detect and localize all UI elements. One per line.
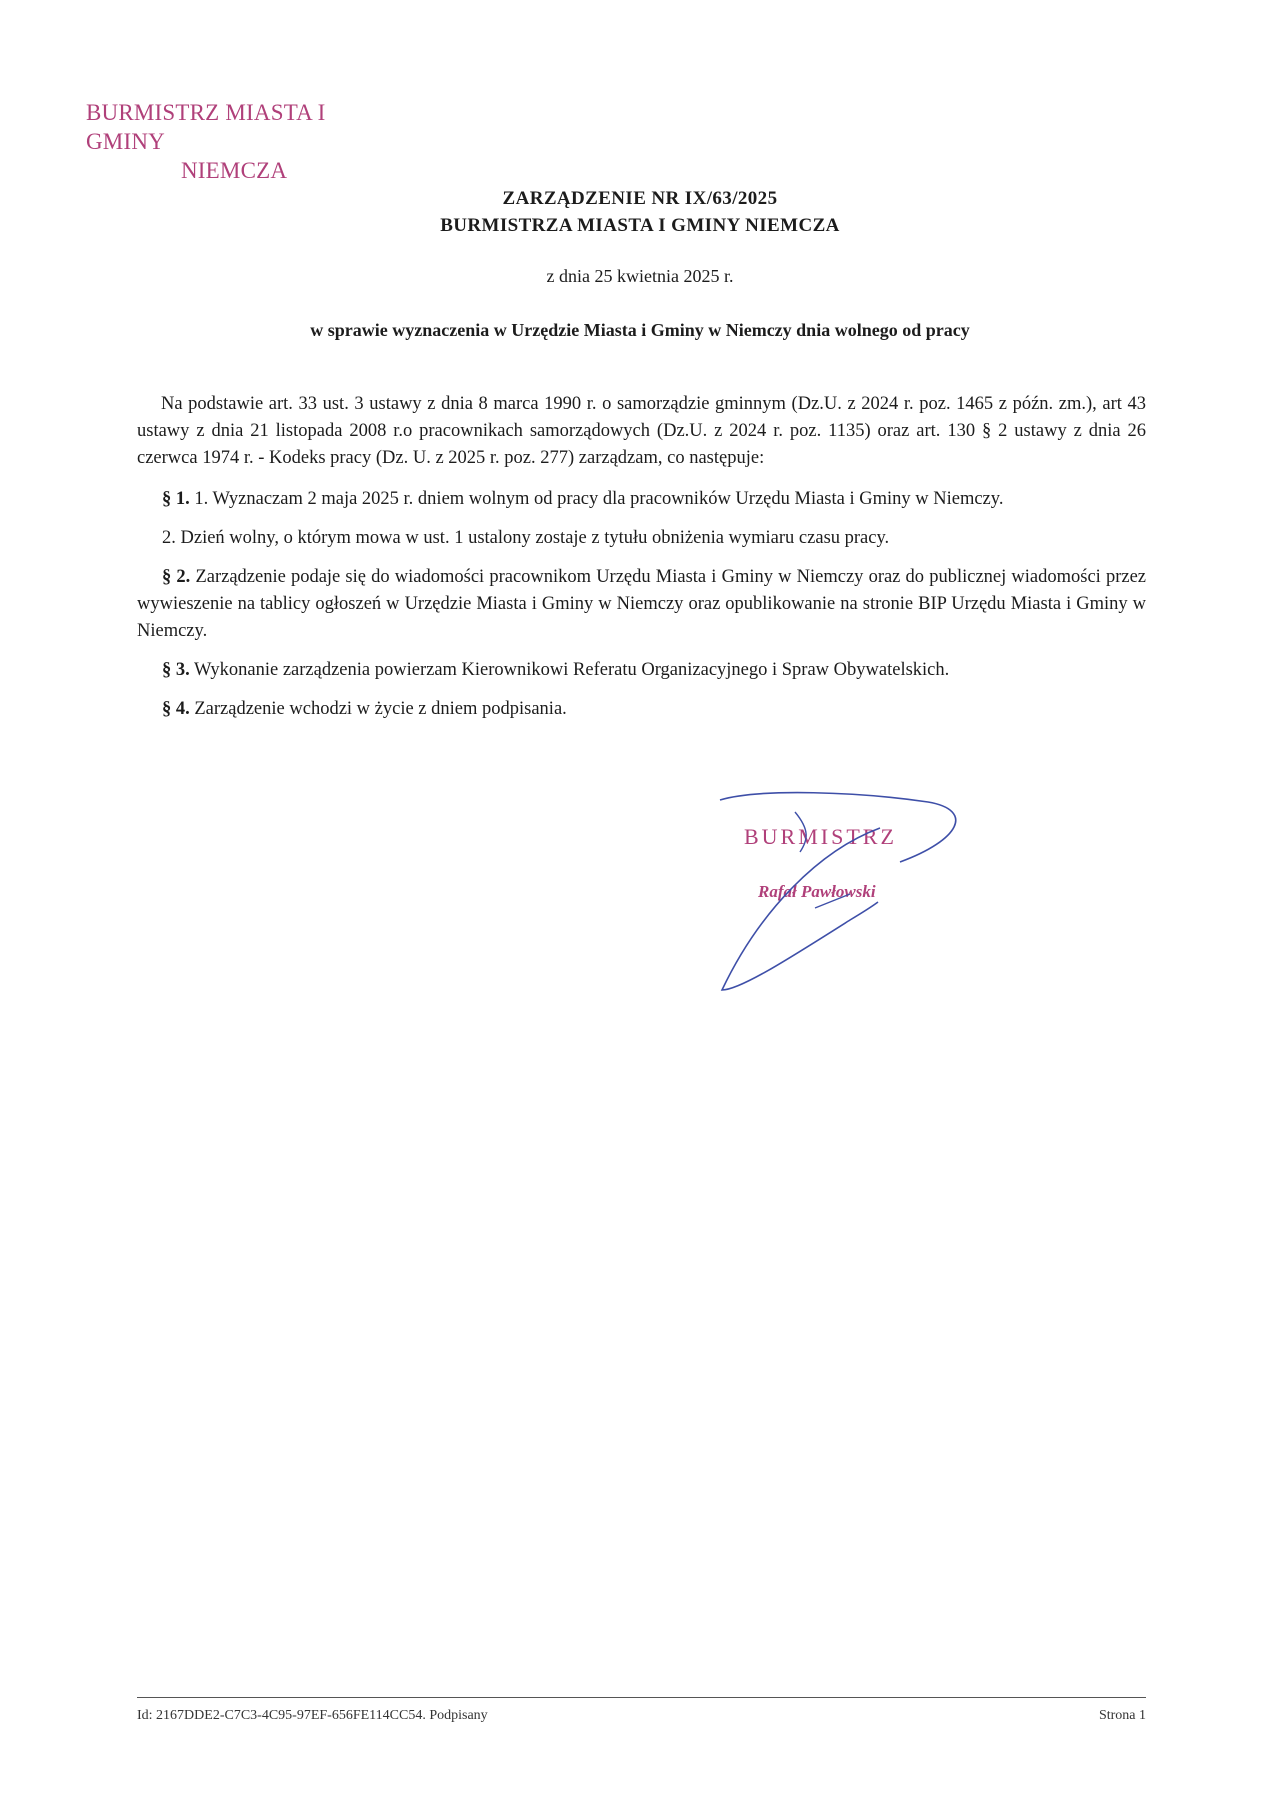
section-4	[137, 696, 1146, 723]
title-line-2: BURMISTRZA MIASTA I GMINY NIEMCZA	[440, 215, 840, 236]
handwritten-signature-icon	[700, 790, 1000, 1020]
section-2	[137, 564, 1146, 645]
footer-divider	[137, 1697, 1146, 1698]
section-1-point-2: 2. Dzień wolny, o którym mowa w ust. 1 ustalony zostaje z tytułu obniżenia wymiaru czasu pracy.	[162, 528, 890, 548]
section-1-text: 1. Wyznaczam 2 maja 2025 r. dniem wolnym od pracy dla pracowników Urzędu Miasta i Gminy w Niemczy.	[194, 489, 1004, 509]
document-date: z dnia 25 kwietnia 2025 r.	[546, 266, 734, 286]
section-3-text: Wykonanie zarządzenia powierzam Kierownikowi Referatu Organizacyjnego i Spraw Obywatelskich.	[194, 660, 950, 680]
signature-role: BURMISTRZ	[744, 824, 897, 849]
signature-block	[700, 790, 1000, 1020]
page-number: Strona 1	[1098, 1708, 1146, 1723]
stamp-line-1: BURMISTRZ MIASTA I GMINY	[86, 100, 326, 154]
section-4-text: Zarządzenie wchodzi w życie z dniem podpisania.	[194, 699, 567, 719]
document-title	[0, 185, 1280, 239]
signature-name: Rafał Pawłowski	[758, 882, 876, 901]
title-line-1: ZARZĄDZENIE NR IX/63/2025	[502, 188, 778, 209]
document-subject: w sprawie wyznaczenia w Urzędzie Miasta i Gminy w Niemczy dnia wolnego od pracy	[310, 320, 970, 340]
section-3-mark: § 3.	[162, 660, 190, 680]
section-1	[137, 486, 1146, 513]
document-body	[137, 391, 1146, 735]
section-1-mark: § 1.	[162, 489, 190, 509]
stamp-line-2: NIEMCZA	[181, 158, 288, 183]
legal-basis-paragraph: Na podstawie art. 33 ust. 3 ustawy z dnia 8 marca 1990 r. o samorządzie gminnym (Dz.U. z 2024 r. poz. 1465 z późn. zm.), art 43 ustawy z dnia 21 listopada 2008 r.o pracownikach samorządowych (Dz.U. z 2024 r. poz. 1135) oraz art. 130 § 2 ustawy z dnia 26 czerwca 1974 r. - Kodeks pracy (Dz. U. z 2025 r. poz. 277) zarządzam, co następuje:	[137, 394, 1146, 468]
document-id: Id: 2167DDE2-C7C3-4C95-97EF-656FE114CC54. Podpisany	[137, 1708, 488, 1723]
section-3	[137, 657, 1146, 684]
section-2-text: Zarządzenie podaje się do wiadomości pracownikom Urzędu Miasta i Gminy w Niemczy oraz do publicznej wiadomości przez wywieszenie na tablicy ogłoszeń w Urzędzie Miasta i Gminy w Niemczy oraz opublikowanie na stronie BIP Urzędu Miasta i Gminy w Niemczy.	[137, 567, 1146, 641]
section-2-mark: § 2.	[162, 567, 191, 587]
section-4-mark: § 4.	[162, 699, 190, 719]
office-stamp	[86, 98, 386, 185]
